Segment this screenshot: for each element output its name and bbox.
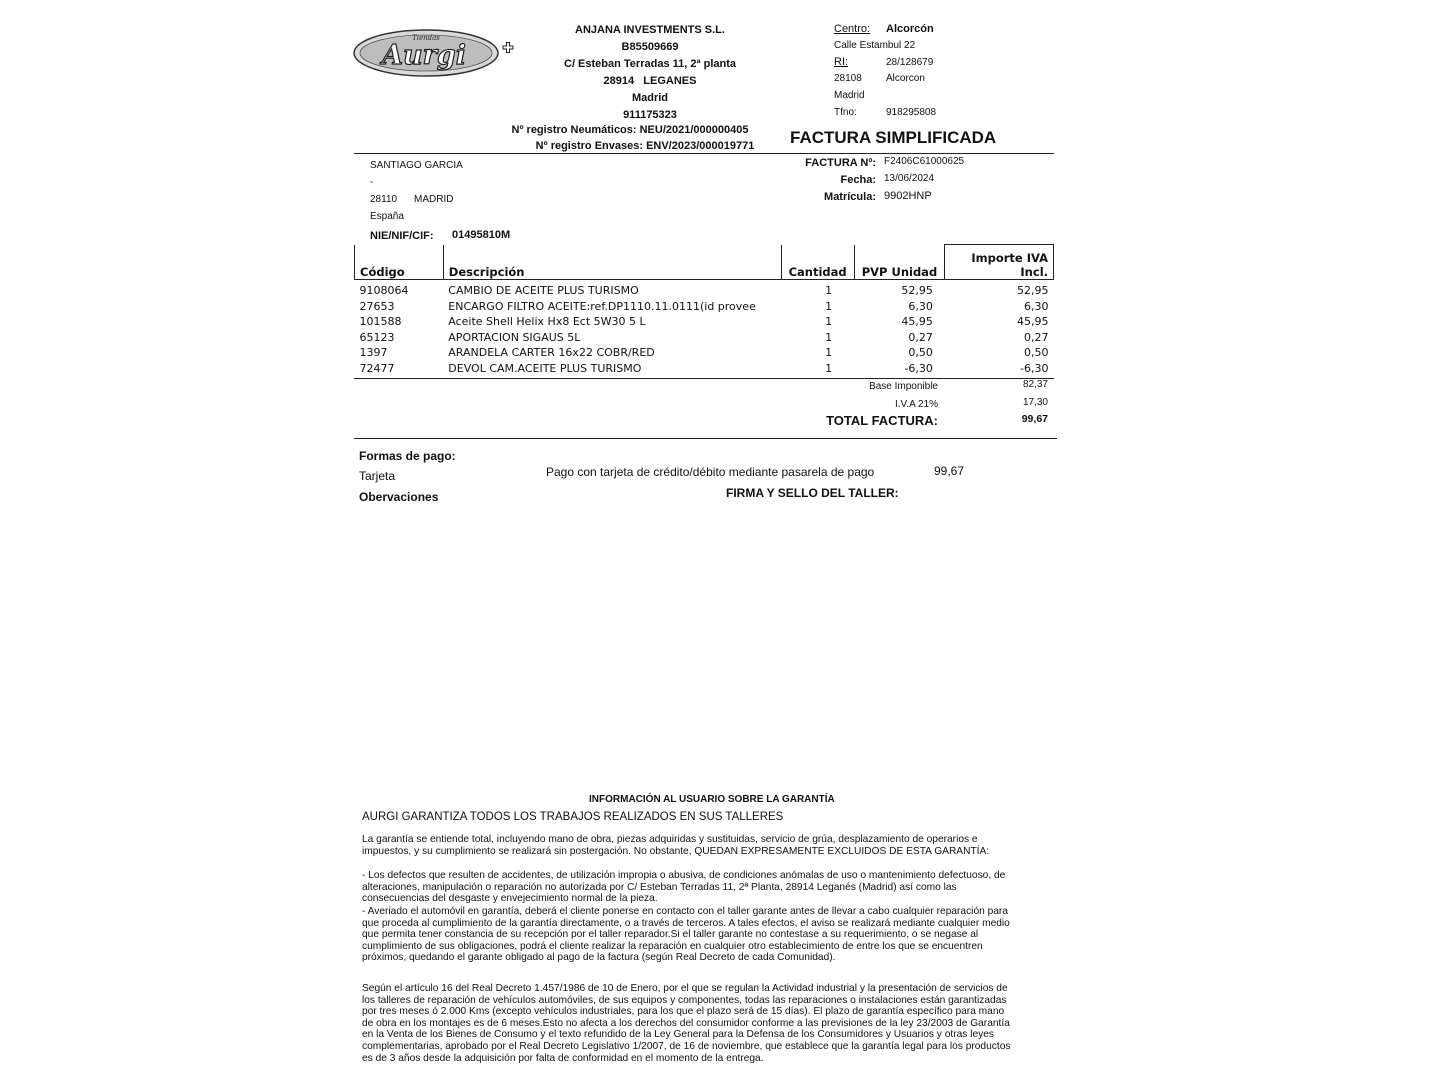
header-rule <box>354 153 1054 154</box>
row-price: 45,95 <box>901 315 933 328</box>
table-row <box>355 280 1054 299</box>
warranty-line: que permita tener constancia de su recepción por el taller reparador.Si el taller garante no contestase a su requerimiento, o se negase al <box>362 929 979 941</box>
row-qty: 1 <box>825 284 833 297</box>
row-code: 27653 <box>359 299 395 313</box>
aurgi-logo <box>352 26 524 78</box>
payment-method: Tarjeta <box>359 469 396 483</box>
table-row <box>355 299 1054 315</box>
centro-phone: 918295808 <box>886 107 937 118</box>
nif-label: NIE/NIF/CIF: <box>370 230 434 242</box>
warranty-line: consecuencias del desgaste y envejecimiento normal de la pieza. <box>362 893 658 905</box>
customer-nif: 01495810M <box>452 229 511 241</box>
col-amount-header: Importe IVA Incl. <box>945 245 1054 280</box>
centro-name: Alcorcón <box>886 23 934 35</box>
customer-name: SANTIAGO GARCIA <box>370 160 463 171</box>
warranty-line: los talleres de reparación de vehículos automóviles, de sus equipos y componentes, todas las reparaciones o instalaciones están garantizadas <box>362 994 1007 1006</box>
svg-text:Aurgi: Aurgi <box>382 40 466 71</box>
warranty-line: - Los defectos que resulten de accidentes, de utilización impropia o abusiva, de condiciones anómalas de uso o mantenimiento defectuoso, de <box>362 870 1006 881</box>
customer-country: España <box>370 211 404 222</box>
items-bottom-rule <box>354 378 1054 379</box>
centro-phone-label: Tfno: <box>834 107 857 118</box>
base-label: Base Imponible <box>869 381 938 392</box>
warranty-line: impuestos, y su cumplimiento se realizará sin postergación. No obstante, QUEDAN EXPRESAMENTE EXCLUIDOS DE ESTA GARANTÍA: <box>362 845 990 857</box>
warranty-line: en la Venta de los Bienes de Consumo y el texto refundido de la Ley General para la Defensa de los Consumidores y Usuarios y otras leyes <box>362 1029 994 1041</box>
invoice-date-label: Fecha: <box>840 174 876 186</box>
row-price: 0,50 <box>908 346 933 359</box>
table-row <box>355 345 1054 361</box>
iva-label: I.V.A 21% <box>895 399 938 410</box>
centro-postal: 28108 <box>834 73 862 84</box>
notes-label: Obervaciones <box>359 490 439 504</box>
row-amount: 0,50 <box>1024 346 1049 359</box>
warranty-paragraph-4 <box>362 983 1062 1064</box>
row-qty: 1 <box>825 346 833 359</box>
invoice-number: F2406C61000625 <box>884 156 965 167</box>
row-price: 0,27 <box>908 330 933 344</box>
iva-value: 17,30 <box>1022 397 1048 408</box>
col-code-header: Código <box>355 245 444 280</box>
payment-description: Pago con tarjeta de crédito/débito mediante pasarela de pago <box>546 465 875 479</box>
warranty-line: próximos, quedando el garante obligado al pago de la factura (según Real Decreto de cada Comunidad). <box>362 952 836 964</box>
table-row <box>355 314 1054 330</box>
centro-ri-label: RI: <box>834 56 849 68</box>
row-amount: 52,95 <box>1017 284 1049 297</box>
centro-province: Madrid <box>834 90 865 101</box>
base-value: 82,37 <box>1022 379 1048 390</box>
warranty-line: - Averiado el automóvil en garantía, deberá el cliente ponerse en contacto con el taller garante antes de llevar a cabo cualquier reparación para <box>362 906 1008 917</box>
customer-city: MADRID <box>414 194 454 205</box>
warranty-paragraph-1 <box>362 834 1062 857</box>
row-code: 101588 <box>359 315 402 328</box>
row-code: 9108064 <box>359 284 409 297</box>
warranty-line: La garantía se entiende total, incluyendo mano de obra, piezas adquiridas y sustituidas, servicio de grúa, desplazamiento de operarios e <box>362 834 978 845</box>
row-price: 52,95 <box>901 284 933 297</box>
row-amount: 0,27 <box>1024 330 1049 344</box>
warranty-title: INFORMACIÓN AL USUARIO SOBRE LA GARANTÍA <box>589 794 835 805</box>
items-table <box>354 244 1054 376</box>
warranty-line: de obra en los montajes es de 6 meses.Esto no afecta a los derechos del consumidor conforme a las previsiones de la ley 23/2003 de Garantía <box>362 1017 1010 1029</box>
row-qty: 1 <box>825 299 833 313</box>
table-row <box>355 330 1054 346</box>
total-label: TOTAL FACTURA: <box>826 413 938 428</box>
row-code: 1397 <box>359 346 388 359</box>
row-qty: 1 <box>825 361 833 375</box>
registro-neumaticos: Nº registro Neumáticos: NEU/2021/000000405 <box>511 124 749 136</box>
centro-ri: 28/128679 <box>886 57 934 68</box>
registro-envases: Nº registro Envases: ENV/2023/000019771 <box>535 140 755 152</box>
payment-amount: 99,67 <box>934 464 965 478</box>
warranty-headline: AURGI GARANTIZA TODOS LOS TRABAJOS REALIZADOS EN SUS TALLERES <box>362 811 784 823</box>
warranty-paragraph-3 <box>362 906 1062 964</box>
row-desc: ENCARGO FILTRO ACEITE:ref.DP1110.11.0111(id provee <box>448 299 756 313</box>
document-title: FACTURA SIMPLIFICADA <box>790 128 997 147</box>
svg-text:Tiendas: Tiendas <box>412 34 440 42</box>
totals-rule <box>354 438 1057 439</box>
row-qty: 1 <box>825 315 833 328</box>
payment-title: Formas de pago: <box>359 449 456 463</box>
warranty-paragraph-2 <box>362 870 1062 905</box>
company-phone: 911175323 <box>623 109 677 121</box>
centro-city: Alcorcon <box>886 73 925 84</box>
company-address: C/ Esteban Terradas 11, 2ª planta <box>564 58 736 70</box>
row-amount: 45,95 <box>1017 315 1049 328</box>
invoice-number-label: FACTURA Nº: <box>805 157 876 169</box>
total-value: 99,67 <box>1021 413 1048 425</box>
company-postal-city: 28914 LEGANES <box>603 75 697 87</box>
row-price: -6,30 <box>904 361 933 375</box>
row-desc: Aceite Shell Helix Hx8 Ect 5W30 5 L <box>448 315 646 328</box>
warranty-line: que proceda al cumplimiento de la garantía directamente, o a través de terceros. A tales efectos, el aviso se realizará mediante cualquier medio <box>362 917 1010 929</box>
company-cif: B85509669 <box>621 41 679 53</box>
col-price-header: PVP Unidad <box>854 245 945 280</box>
row-amount: 6,30 <box>1024 299 1049 313</box>
customer-line2: - <box>370 177 374 188</box>
centro-label: Centro: <box>834 23 871 35</box>
row-code: 72477 <box>359 361 395 375</box>
row-price: 6,30 <box>908 299 933 313</box>
warranty-line: es de 3 años desde la adquisición por falta de conformidad en el momento de la entrega. <box>362 1052 764 1064</box>
table-row <box>355 361 1054 377</box>
warranty-line: alteraciones, manipulación o reparación no autorizada por C/ Esteban Terradas 11, 2ª Planta, 28914 Leganés (Madrid) así como las <box>362 881 957 893</box>
row-qty: 1 <box>825 330 833 344</box>
col-desc-header: Descripción <box>443 245 781 280</box>
row-code: 65123 <box>359 330 395 344</box>
table-header-row <box>355 245 1054 280</box>
centro-street: Calle Estambul 22 <box>834 40 916 51</box>
warranty-line: complementarias, aprobado por el Real Decreto Legislativo 1/2007, de 16 de noviembre, que establece que la garantía legal para los productos <box>362 1040 1011 1052</box>
signature-label: FIRMA Y SELLO DEL TALLER: <box>726 486 899 500</box>
customer-postal: 28110 <box>370 194 398 205</box>
company-name: ANJANA INVESTMENTS S.L. <box>575 24 725 36</box>
row-desc: APORTACION SIGAUS 5L <box>448 330 581 344</box>
plate-label: Matrícula: <box>824 191 876 203</box>
row-desc: DEVOL CAM.ACEITE PLUS TURISMO <box>448 361 642 375</box>
warranty-line: Según el artículo 16 del Real Decreto 1.457/1986 de 10 de Enero, por el que se regulan la Actividad industrial y la presentación de servicios de <box>362 983 1008 994</box>
warranty-line: cumplimiento de sus obligaciones, podrá el cliente realizar la reparación en cualquier otro establecimiento de entre los que se encuentren <box>362 940 983 952</box>
row-desc: ARANDELA CARTER 16x22 COBR/RED <box>448 346 655 359</box>
company-province: Madrid <box>631 92 669 104</box>
row-desc: CAMBIO DE ACEITE PLUS TURISMO <box>448 284 639 297</box>
col-qty-header: Cantidad <box>781 245 854 280</box>
plate-value: 9902HNP <box>884 190 932 202</box>
warranty-line: por tres meses ó 2.000 Kms (excepto vehículos industriales, para los que el plazo será de 15 días). El plazo de garantía específico para mano <box>362 1006 1005 1018</box>
invoice-date: 13/06/2024 <box>884 173 935 184</box>
row-amount: -6,30 <box>1020 361 1049 375</box>
